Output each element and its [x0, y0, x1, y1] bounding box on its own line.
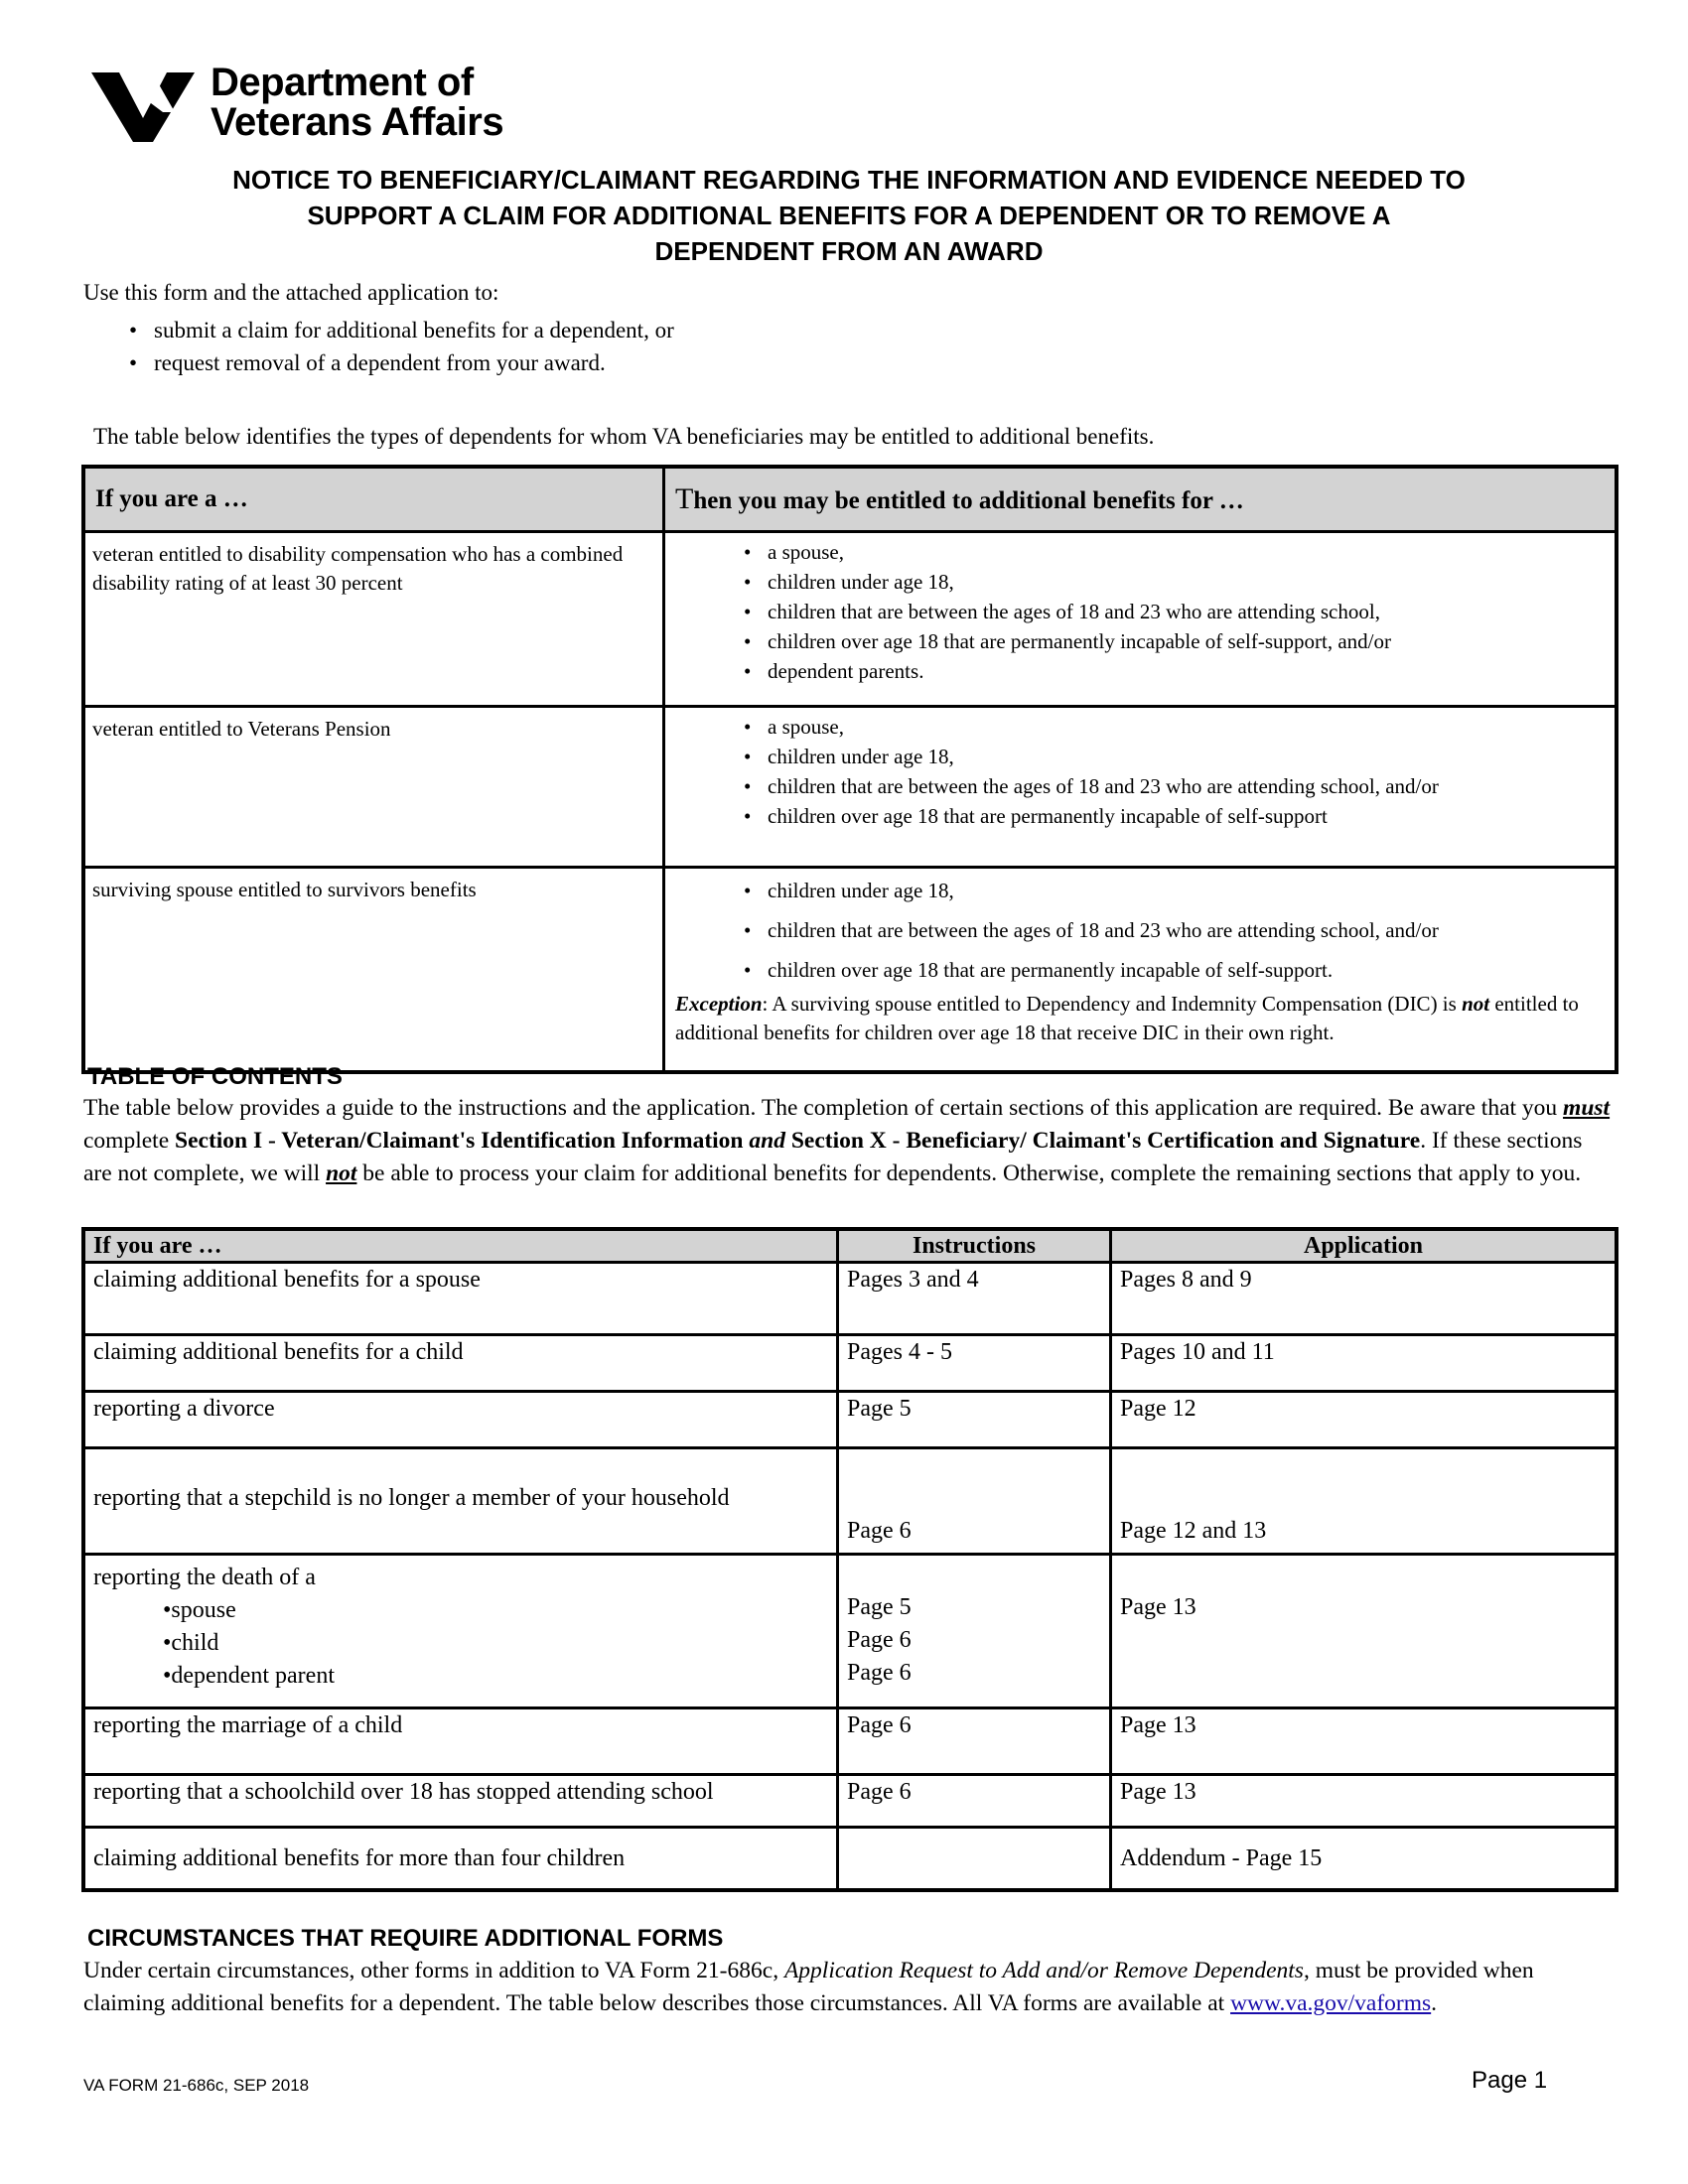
exception-note: Exception: A surviving spouse entitled to Dependency and Indemnity Compensation (DIC) is not entitled to additional benefits for children over age 18 that receive DIC in their own right. [675, 992, 1579, 1044]
va-logo [89, 58, 503, 147]
toc-must: must [1563, 1095, 1611, 1121]
benefit-item: • children that are between the ages of 18 and 23 who are attending school, [768, 597, 1615, 626]
intro-text: Use this form and the attached application to: [83, 280, 499, 305]
toc-situation: claiming additional benefits for more than four children [83, 1828, 838, 1891]
toc-col-application: Application [1111, 1229, 1618, 1263]
death-item: • child [163, 1627, 828, 1660]
benefit-item: • children over age 18 that are permanently incapable of self-support [768, 801, 1615, 831]
toc-application: Page 13 [1111, 1708, 1618, 1775]
benefit-item: • a spouse, [768, 537, 1615, 567]
benefit-item: • a spouse, [768, 712, 1615, 742]
toc-instructions: Pages 4 - 5 [838, 1335, 1111, 1392]
toc-application: Pages 8 and 9 [1111, 1263, 1618, 1335]
row-who: veteran entitled to disability compensation who has a combined disability rating of at least 30 percent [83, 532, 664, 707]
toc-situation: reporting that a schoolchild over 18 has stopped attending school [83, 1775, 838, 1828]
benefit-item: • dependent parents. [768, 656, 1615, 686]
form-id: VA FORM 21-686c, SEP 2018 [83, 2076, 310, 2095]
toc-application: Addendum - Page 15 [1111, 1828, 1618, 1891]
table-row [83, 532, 1617, 707]
benefit-item: • children that are between the ages of 18 and 23 who are attending school, and/or [768, 910, 1615, 950]
benefit-item: • children over age 18 that are permanently incapable of self-support, and/or [768, 626, 1615, 656]
toc-table [81, 1227, 1618, 1892]
table-row [83, 1775, 1617, 1828]
death-item: • spouse [163, 1594, 828, 1627]
toc-heading: TABLE OF CONTENTS [87, 1063, 343, 1090]
toc-instructions: Page 5 Page 6 Page 6 [838, 1555, 1111, 1708]
toc-instructions [838, 1828, 1111, 1891]
toc-instructions: Page 6 [838, 1448, 1111, 1555]
form-title-ref: Application Request to Add and/or Remove Dependents [783, 1958, 1304, 1983]
benefit-item: • children that are between the ages of 18 and 23 who are attending school, and/or [768, 771, 1615, 801]
intro-bullet: • request removal of a dependent from your award. [154, 346, 674, 379]
row-who: veteran entitled to Veterans Pension [83, 707, 664, 868]
row-benefits [664, 532, 1618, 707]
death-item: • dependent parent [163, 1660, 828, 1693]
toc-instructions: Pages 3 and 4 [838, 1263, 1111, 1335]
dependents-table-header-who: If you are a … [83, 467, 664, 532]
table-row [83, 1335, 1617, 1392]
benefit-item: • children under age 18, [768, 871, 1615, 910]
toc-section-10: Section X - Beneficiary/ Claimant's Certification and Signature [790, 1128, 1421, 1154]
table1-lead: The table below identifies the types of dependents for whom VA beneficiaries may be entitled to additional benefits. [93, 424, 1155, 449]
vaforms-link[interactable]: www.va.gov/vaforms [1230, 1990, 1432, 2016]
toc-instructions: Page 5 [838, 1392, 1111, 1448]
row-who: surviving spouse entitled to survivors benefits [83, 868, 664, 1073]
circumstances-paragraph: Under certain circumstances, other forms in addition to VA Form 21-686c, Application Request to Add and/or Remove Dependents, must be provided when claiming additional benefits for a dependent. The table below describes those circumstances. All VA forms are available at www.va.gov/vaforms. [83, 1958, 1534, 2016]
table-row [83, 1263, 1617, 1335]
toc-situation: reporting the marriage of a child [83, 1708, 838, 1775]
table-row [83, 1828, 1617, 1891]
title-line3: DEPENDENT FROM AN AWARD [654, 236, 1044, 266]
toc-situation: claiming additional benefits for a spouse [83, 1263, 838, 1335]
circumstances-heading: CIRCUMSTANCES THAT REQUIRE ADDITIONAL FORMS [87, 1925, 724, 1952]
toc-application: Page 12 [1111, 1392, 1618, 1448]
benefit-item: • children under age 18, [768, 567, 1615, 597]
toc-application: Page 13 [1111, 1555, 1618, 1708]
dependents-table-header-benefits: Then you may be entitled to additional benefits for … [664, 467, 1618, 532]
intro-bullets [154, 314, 674, 379]
title-line2: SUPPORT A CLAIM FOR ADDITIONAL BENEFITS FOR A DEPENDENT OR TO REMOVE A [307, 201, 1391, 230]
org-name [211, 63, 503, 142]
table-row [83, 707, 1617, 868]
toc-not: not [326, 1160, 357, 1186]
form-title [89, 162, 1609, 269]
benefit-item: • children over age 18 that are permanently incapable of self-support. [768, 950, 1615, 990]
toc-situation: reporting that a stepchild is no longer a member of your household [83, 1448, 838, 1555]
toc-situation: reporting a divorce [83, 1392, 838, 1448]
intro-bullet: • submit a claim for additional benefits for a dependent, or [154, 314, 674, 346]
toc-application: Pages 10 and 11 [1111, 1335, 1618, 1392]
toc-section-1: Section I - Veteran/Claimant's Identification Information [175, 1128, 744, 1154]
row-benefits [664, 868, 1618, 1073]
page-number: Page 1 [1472, 2067, 1548, 2094]
toc-application: Page 13 [1111, 1775, 1618, 1828]
table-row [83, 868, 1617, 1073]
row-benefits [664, 707, 1618, 868]
exception-not: not [1462, 992, 1490, 1016]
va-seal-icon [89, 61, 197, 144]
table-row [83, 1392, 1617, 1448]
toc-instructions: Page 6 [838, 1708, 1111, 1775]
benefit-item: • children under age 18, [768, 742, 1615, 771]
toc-col-situation: If you are … [83, 1229, 838, 1263]
table-row [83, 1448, 1617, 1555]
title-line1: NOTICE TO BENEFICIARY/CLAIMANT REGARDING THE INFORMATION AND EVIDENCE NEEDED TO [232, 165, 1466, 195]
org-name-line1: Department of [211, 61, 474, 104]
table-row [83, 1708, 1617, 1775]
exception-label: Exception [675, 992, 763, 1016]
toc-paragraph: The table below provides a guide to the instructions and the application. The completion of certain sections of this application are required. Be aware that you must complete Section I - Veteran/Claimant's Identification Information and Section X - Beneficiary/ Claimant's Certification and Signature. If these sections are not complete, we will not be able to process your claim for additional benefits for dependents. Otherwise, complete the remaining sections that apply to you. [83, 1095, 1611, 1186]
table-row [83, 1555, 1617, 1708]
dependents-table [81, 465, 1618, 1074]
org-name-line2: Veterans Affairs [211, 100, 504, 144]
toc-situation: reporting the death of a • spouse • child • dependent parent [83, 1555, 838, 1708]
toc-application: Page 12 and 13 [1111, 1448, 1618, 1555]
toc-instructions: Page 6 [838, 1775, 1111, 1828]
toc-situation: claiming additional benefits for a child [83, 1335, 838, 1392]
toc-col-instructions: Instructions [838, 1229, 1111, 1263]
